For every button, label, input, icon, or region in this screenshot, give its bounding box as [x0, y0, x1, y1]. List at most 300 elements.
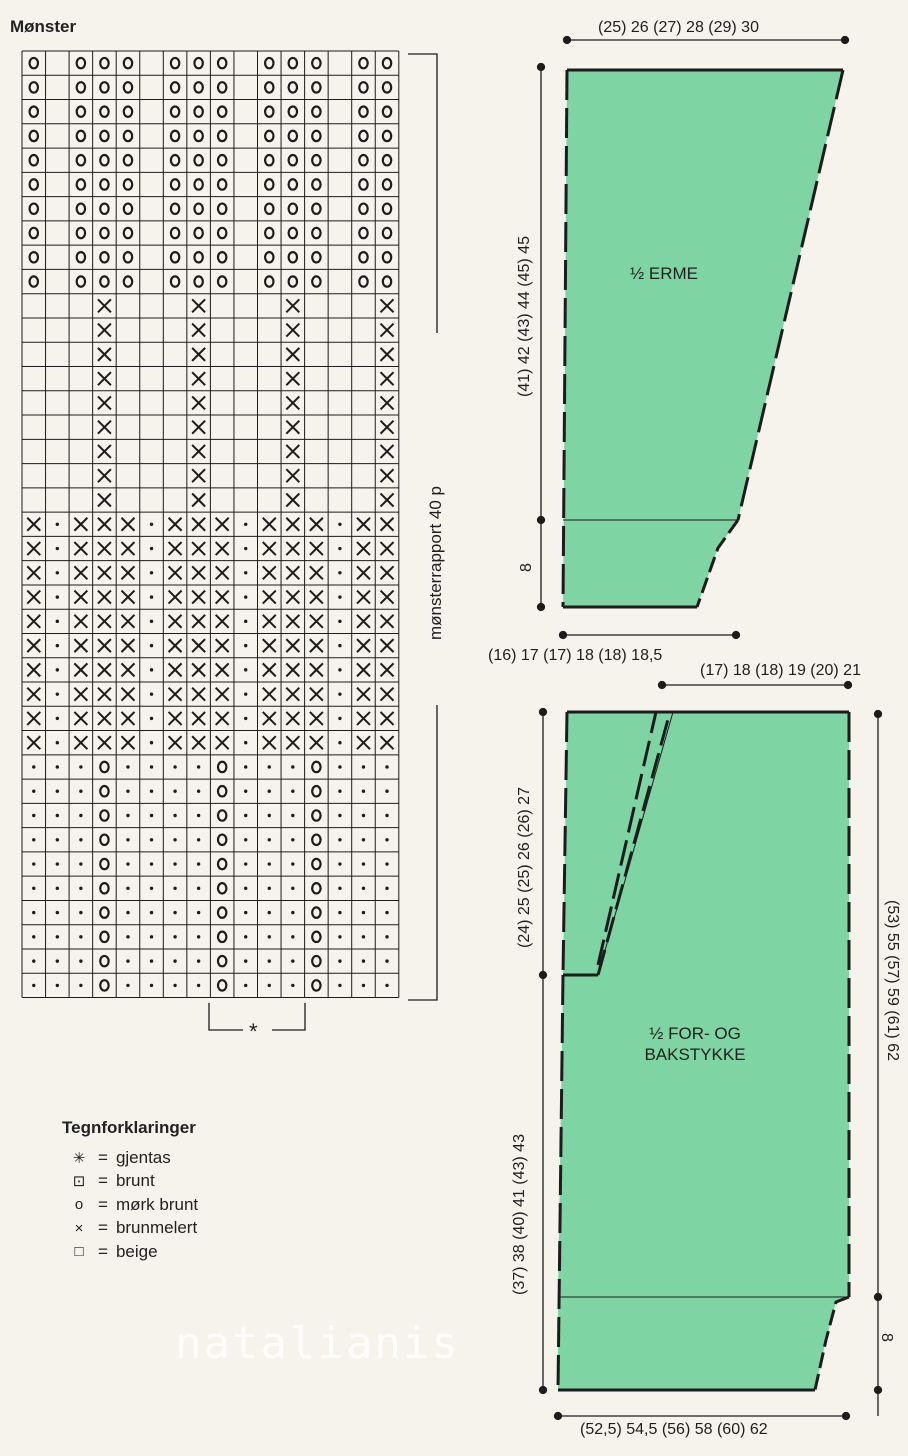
- stitch-brown: [244, 523, 247, 526]
- stitch-brown-melange: [98, 469, 111, 482]
- stitch-dark-brown: [312, 762, 320, 772]
- stitch-dark-brown: [218, 956, 226, 966]
- stitch-dark-brown: [30, 179, 38, 189]
- stitch-brown-melange: [310, 639, 323, 652]
- legend-symbol: □: [74, 1243, 84, 1260]
- stitch-brown: [385, 984, 388, 987]
- stitch-brown: [385, 887, 388, 890]
- stitch-brown: [291, 911, 294, 914]
- stitch-brown: [291, 959, 294, 962]
- stitch-brown-melange: [169, 566, 182, 579]
- body-label-line2: BAKSTYKKE: [644, 1045, 746, 1064]
- stitch-dark-brown: [100, 907, 108, 917]
- stitch-brown-melange: [216, 663, 229, 676]
- legend-label: mørk brunt: [115, 1194, 199, 1214]
- stitch-brown-melange: [27, 736, 40, 749]
- stitch-brown-melange: [192, 639, 205, 652]
- stitch-dark-brown: [218, 907, 226, 917]
- stitch-brown: [173, 838, 176, 841]
- stitch-brown-melange: [98, 445, 111, 458]
- stitch-dark-brown: [100, 276, 108, 286]
- stitch-dark-brown: [312, 82, 320, 92]
- stitch-dark-brown: [77, 58, 85, 68]
- stitch-brown-melange: [310, 591, 323, 604]
- stitch-brown-melange: [381, 591, 394, 604]
- stitch-brown-melange: [74, 663, 87, 676]
- stitch-brown: [173, 935, 176, 938]
- stitch-dark-brown: [265, 131, 273, 141]
- stitch-brown: [150, 595, 153, 598]
- stitch-brown-melange: [263, 736, 276, 749]
- stitch-brown-melange: [74, 542, 87, 555]
- stitch-brown: [150, 692, 153, 695]
- stitch-brown-melange: [216, 566, 229, 579]
- legend-item: [70, 1193, 198, 1216]
- stitch-brown: [150, 620, 153, 623]
- stitch-brown-melange: [286, 493, 299, 506]
- stitch-brown-melange: [98, 566, 111, 579]
- stitch-brown: [79, 862, 82, 865]
- legend-label: gjentas: [115, 1147, 171, 1167]
- stitch-brown: [126, 790, 129, 793]
- stitch-dark-brown: [171, 252, 179, 262]
- stitch-dark-brown: [171, 228, 179, 238]
- stitch-brown-melange: [98, 542, 111, 555]
- stitch-brown-melange: [192, 324, 205, 337]
- stitch-brown-melange: [310, 566, 323, 579]
- stitch-dark-brown: [77, 155, 85, 165]
- stitch-brown-melange: [286, 712, 299, 725]
- stitch-dark-brown: [383, 131, 391, 141]
- stitch-brown: [79, 838, 82, 841]
- stitch-brown: [338, 595, 341, 598]
- stitch-brown: [197, 790, 200, 793]
- stitch-brown: [56, 668, 59, 671]
- stitch-brown-melange: [169, 518, 182, 531]
- stitch-dark-brown: [265, 106, 273, 116]
- stitch-brown: [385, 838, 388, 841]
- stitch-brown-melange: [263, 688, 276, 701]
- stitch-brown-melange: [98, 518, 111, 531]
- stitch-dark-brown: [100, 131, 108, 141]
- stitch-brown: [338, 814, 341, 817]
- stitch-dark-brown: [359, 131, 367, 141]
- stitch-brown-melange: [216, 518, 229, 531]
- stitch-brown: [197, 814, 200, 817]
- stitch-brown-melange: [169, 591, 182, 604]
- stitch-brown: [268, 911, 271, 914]
- stitch-brown-melange: [74, 518, 87, 531]
- stitch-dark-brown: [100, 228, 108, 238]
- stitch-brown: [126, 862, 129, 865]
- stitch-dark-brown: [124, 204, 132, 214]
- stitch-grid: [22, 51, 399, 998]
- stitch-dark-brown: [312, 956, 320, 966]
- stitch-brown-melange: [263, 518, 276, 531]
- stitch-dark-brown: [312, 106, 320, 116]
- stitch-brown-melange: [381, 688, 394, 701]
- stitch-brown-melange: [381, 566, 394, 579]
- stitch-dark-brown: [171, 179, 179, 189]
- stitch-brown-melange: [381, 542, 394, 555]
- stitch-dark-brown: [383, 58, 391, 68]
- stitch-brown: [244, 668, 247, 671]
- stitch-dark-brown: [289, 276, 297, 286]
- stitch-dark-brown: [359, 204, 367, 214]
- stitch-brown-melange: [74, 591, 87, 604]
- stitch-brown-melange: [192, 712, 205, 725]
- stitch-dark-brown: [194, 228, 202, 238]
- stitch-brown-melange: [121, 566, 134, 579]
- stitch-brown: [268, 814, 271, 817]
- stitch-brown: [244, 692, 247, 695]
- stitch-dark-brown: [218, 106, 226, 116]
- stitch-brown-melange: [286, 299, 299, 312]
- stitch-dark-brown: [100, 204, 108, 214]
- sleeve-label: ½ ERME: [629, 264, 699, 283]
- stitch-brown-melange: [381, 445, 394, 458]
- body-armhole-depth: (24) 25 (25) 26 (26) 27: [516, 787, 533, 948]
- stitch-brown: [268, 862, 271, 865]
- stitch-brown-melange: [121, 736, 134, 749]
- stitch-dark-brown: [218, 252, 226, 262]
- stitch-brown-melange: [169, 712, 182, 725]
- stitch-brown: [338, 838, 341, 841]
- sleeve-shape: [563, 70, 843, 607]
- stitch-brown: [150, 571, 153, 574]
- stitch-brown-melange: [216, 639, 229, 652]
- stitch-brown-melange: [121, 688, 134, 701]
- stitch-brown-melange: [263, 615, 276, 628]
- stitch-dark-brown: [289, 179, 297, 189]
- stitch-brown: [268, 838, 271, 841]
- stitch-brown: [268, 984, 271, 987]
- stitch-brown-melange: [381, 736, 394, 749]
- stitch-brown-melange: [216, 736, 229, 749]
- stitch-brown: [197, 838, 200, 841]
- stitch-brown: [268, 790, 271, 793]
- stitch-dark-brown: [171, 58, 179, 68]
- stitch-brown-melange: [381, 324, 394, 337]
- stitch-brown: [385, 935, 388, 938]
- stitch-brown-melange: [192, 566, 205, 579]
- stitch-brown: [244, 595, 247, 598]
- stitch-brown-melange: [98, 591, 111, 604]
- stitch-brown-melange: [357, 663, 370, 676]
- stitch-dark-brown: [289, 155, 297, 165]
- stitch-dark-brown: [359, 276, 367, 286]
- stitch-brown: [32, 911, 35, 914]
- stitch-brown-melange: [169, 639, 182, 652]
- stitch-dark-brown: [194, 204, 202, 214]
- stitch-dark-brown: [30, 82, 38, 92]
- stitch-brown: [291, 814, 294, 817]
- stitch-dark-brown: [124, 228, 132, 238]
- stitch-brown-melange: [216, 542, 229, 555]
- repeat-label: mønsterrapport 40 p: [426, 485, 445, 640]
- stitch-brown-melange: [169, 542, 182, 555]
- stitch-brown: [173, 814, 176, 817]
- stitch-brown: [291, 935, 294, 938]
- stitch-brown-melange: [192, 542, 205, 555]
- stitch-brown-melange: [286, 639, 299, 652]
- stitch-brown: [244, 814, 247, 817]
- stitch-brown-melange: [121, 712, 134, 725]
- stitch-brown-melange: [357, 518, 370, 531]
- stitch-dark-brown: [359, 82, 367, 92]
- stitch-dark-brown: [218, 82, 226, 92]
- stitch-brown-melange: [74, 712, 87, 725]
- stitch-brown: [79, 790, 82, 793]
- stitch-dark-brown: [124, 58, 132, 68]
- stitch-brown-melange: [381, 639, 394, 652]
- stitch-brown: [56, 571, 59, 574]
- stitch-dark-brown: [100, 106, 108, 116]
- stitch-brown-melange: [27, 518, 40, 531]
- stitch-dark-brown: [30, 155, 38, 165]
- stitch-dark-brown: [194, 155, 202, 165]
- stitch-brown: [150, 959, 153, 962]
- stitch-dark-brown: [77, 276, 85, 286]
- stitch-brown: [385, 814, 388, 817]
- stitch-brown-melange: [192, 493, 205, 506]
- stitch-dark-brown: [100, 883, 108, 893]
- stitch-brown: [362, 935, 365, 938]
- body-rib-height: 8: [878, 1333, 895, 1342]
- stitch-brown-melange: [357, 591, 370, 604]
- stitch-dark-brown: [194, 82, 202, 92]
- stitch-brown-melange: [286, 518, 299, 531]
- stitch-brown-melange: [74, 688, 87, 701]
- stitch-brown-melange: [98, 639, 111, 652]
- stitch-brown-melange: [381, 712, 394, 725]
- stitch-brown: [291, 838, 294, 841]
- stitch-brown-melange: [357, 615, 370, 628]
- stitch-brown: [244, 620, 247, 623]
- stitch-dark-brown: [100, 762, 108, 772]
- stitch-brown: [79, 935, 82, 938]
- stitch-brown-melange: [27, 639, 40, 652]
- stitch-brown-melange: [310, 542, 323, 555]
- stitch-brown: [338, 644, 341, 647]
- stitch-brown-melange: [286, 591, 299, 604]
- stitch-brown-melange: [357, 712, 370, 725]
- stitch-brown: [338, 935, 341, 938]
- stitch-brown: [173, 959, 176, 962]
- body-shoulder-width: (17) 18 (18) 19 (20) 21: [700, 662, 861, 679]
- stitch-brown-melange: [98, 615, 111, 628]
- stitch-brown-melange: [381, 663, 394, 676]
- stitch-brown: [173, 862, 176, 865]
- stitch-dark-brown: [124, 155, 132, 165]
- stitch-brown-melange: [286, 736, 299, 749]
- stitch-brown: [291, 862, 294, 865]
- stitch-brown-melange: [286, 445, 299, 458]
- stitch-brown-melange: [121, 663, 134, 676]
- stitch-dark-brown: [77, 179, 85, 189]
- stitch-brown: [362, 984, 365, 987]
- stitch-brown-melange: [381, 299, 394, 312]
- stitch-dark-brown: [289, 252, 297, 262]
- repeat-marker-symbol: *: [249, 1019, 258, 1044]
- stitch-dark-brown: [383, 252, 391, 262]
- stitch-brown: [150, 838, 153, 841]
- stitch-brown: [126, 814, 129, 817]
- stitch-brown-melange: [98, 396, 111, 409]
- stitch-brown: [56, 838, 59, 841]
- stitch-dark-brown: [171, 276, 179, 286]
- stitch-brown-melange: [27, 566, 40, 579]
- stitch-brown: [244, 644, 247, 647]
- stitch-brown-melange: [192, 421, 205, 434]
- stitch-brown: [338, 571, 341, 574]
- stitch-brown: [56, 523, 59, 526]
- stitch-brown: [338, 692, 341, 695]
- stitch-brown: [56, 595, 59, 598]
- stitch-brown: [56, 765, 59, 768]
- stitch-dark-brown: [265, 204, 273, 214]
- repeat-bracket-upper: [408, 54, 437, 333]
- stitch-dark-brown: [218, 932, 226, 942]
- stitch-brown: [244, 984, 247, 987]
- stitch-brown: [150, 717, 153, 720]
- stitch-brown-melange: [310, 712, 323, 725]
- stitch-brown: [150, 984, 153, 987]
- stitch-dark-brown: [218, 131, 226, 141]
- stitch-brown-melange: [192, 396, 205, 409]
- stitch-brown-melange: [98, 324, 111, 337]
- stitch-brown: [79, 984, 82, 987]
- stitch-dark-brown: [77, 252, 85, 262]
- body-label-line1: ½ FOR- OG: [649, 1024, 741, 1043]
- stitch-brown-melange: [216, 615, 229, 628]
- stitch-brown-melange: [216, 591, 229, 604]
- stitch-dark-brown: [124, 82, 132, 92]
- stitch-brown: [268, 935, 271, 938]
- stitch-brown-melange: [263, 663, 276, 676]
- stitch-brown: [126, 984, 129, 987]
- stitch-brown-melange: [310, 663, 323, 676]
- stitch-brown: [150, 814, 153, 817]
- stitch-dark-brown: [194, 131, 202, 141]
- stitch-dark-brown: [194, 276, 202, 286]
- stitch-brown-melange: [286, 542, 299, 555]
- legend-symbol: o: [74, 1196, 84, 1213]
- chart-title: Mønster: [10, 17, 77, 36]
- stitch-dark-brown: [124, 106, 132, 116]
- stitch-dark-brown: [218, 883, 226, 893]
- stitch-dark-brown: [312, 907, 320, 917]
- stitch-dark-brown: [265, 276, 273, 286]
- stitch-brown-melange: [263, 639, 276, 652]
- stitch-brown: [56, 935, 59, 938]
- stitch-brown: [56, 887, 59, 890]
- stitch-brown-melange: [286, 663, 299, 676]
- stitch-brown-melange: [192, 348, 205, 361]
- stitch-dark-brown: [218, 58, 226, 68]
- stitch-dark-brown: [289, 82, 297, 92]
- stitch-brown-melange: [216, 688, 229, 701]
- stitch-brown-melange: [381, 348, 394, 361]
- legend-label: brunt: [115, 1171, 155, 1190]
- stitch-brown-melange: [98, 736, 111, 749]
- stitch-dark-brown: [171, 131, 179, 141]
- stitch-brown: [338, 547, 341, 550]
- stitch-brown: [244, 959, 247, 962]
- stitch-brown: [150, 911, 153, 914]
- stitch-dark-brown: [312, 786, 320, 796]
- legend-title: Tegnforklaringer: [62, 1118, 196, 1137]
- stitch-brown-melange: [192, 372, 205, 385]
- stitch-brown-melange: [98, 421, 111, 434]
- stitch-brown: [56, 620, 59, 623]
- stitch-dark-brown: [312, 932, 320, 942]
- stitch-brown-melange: [310, 688, 323, 701]
- stitch-brown: [338, 620, 341, 623]
- stitch-brown: [362, 887, 365, 890]
- stitch-brown-melange: [381, 372, 394, 385]
- stitch-brown: [56, 862, 59, 865]
- legend-symbol: ⊡: [72, 1173, 86, 1190]
- stitch-dark-brown: [265, 179, 273, 189]
- stitch-dark-brown: [359, 58, 367, 68]
- stitch-dark-brown: [171, 204, 179, 214]
- stitch-brown: [197, 887, 200, 890]
- stitch-brown: [291, 984, 294, 987]
- stitch-dark-brown: [77, 106, 85, 116]
- stitch-brown: [79, 765, 82, 768]
- stitch-brown-melange: [192, 518, 205, 531]
- stitch-brown: [268, 887, 271, 890]
- stitch-dark-brown: [100, 155, 108, 165]
- stitch-brown: [268, 959, 271, 962]
- stitch-brown: [197, 935, 200, 938]
- stitch-brown-melange: [98, 712, 111, 725]
- stitch-brown: [244, 862, 247, 865]
- stitch-brown-melange: [381, 396, 394, 409]
- stitch-brown: [150, 887, 153, 890]
- stitch-dark-brown: [312, 252, 320, 262]
- legend-equals: =: [98, 1241, 108, 1261]
- stitch-brown-melange: [121, 542, 134, 555]
- body-bottom-width: (52,5) 54,5 (56) 58 (60) 62: [580, 1421, 768, 1438]
- stitch-brown: [56, 741, 59, 744]
- stitch-brown: [362, 911, 365, 914]
- stitch-brown: [126, 959, 129, 962]
- stitch-brown: [79, 814, 82, 817]
- stitch-brown-melange: [263, 712, 276, 725]
- stitch-dark-brown: [100, 179, 108, 189]
- legend-equals: =: [98, 1171, 108, 1190]
- stitch-brown-melange: [74, 736, 87, 749]
- stitch-dark-brown: [383, 106, 391, 116]
- legend-symbol: ×: [74, 1219, 84, 1237]
- stitch-dark-brown: [194, 252, 202, 262]
- stitch-dark-brown: [218, 786, 226, 796]
- stitch-brown: [173, 911, 176, 914]
- stitch-dark-brown: [265, 155, 273, 165]
- stitch-dark-brown: [194, 58, 202, 68]
- stitch-brown: [244, 790, 247, 793]
- stitch-dark-brown: [359, 179, 367, 189]
- stitch-dark-brown: [77, 204, 85, 214]
- stitch-brown: [79, 887, 82, 890]
- stitch-brown: [56, 790, 59, 793]
- stitch-brown: [150, 935, 153, 938]
- stitch-brown: [362, 959, 365, 962]
- stitch-brown-melange: [263, 566, 276, 579]
- stitch-brown: [244, 911, 247, 914]
